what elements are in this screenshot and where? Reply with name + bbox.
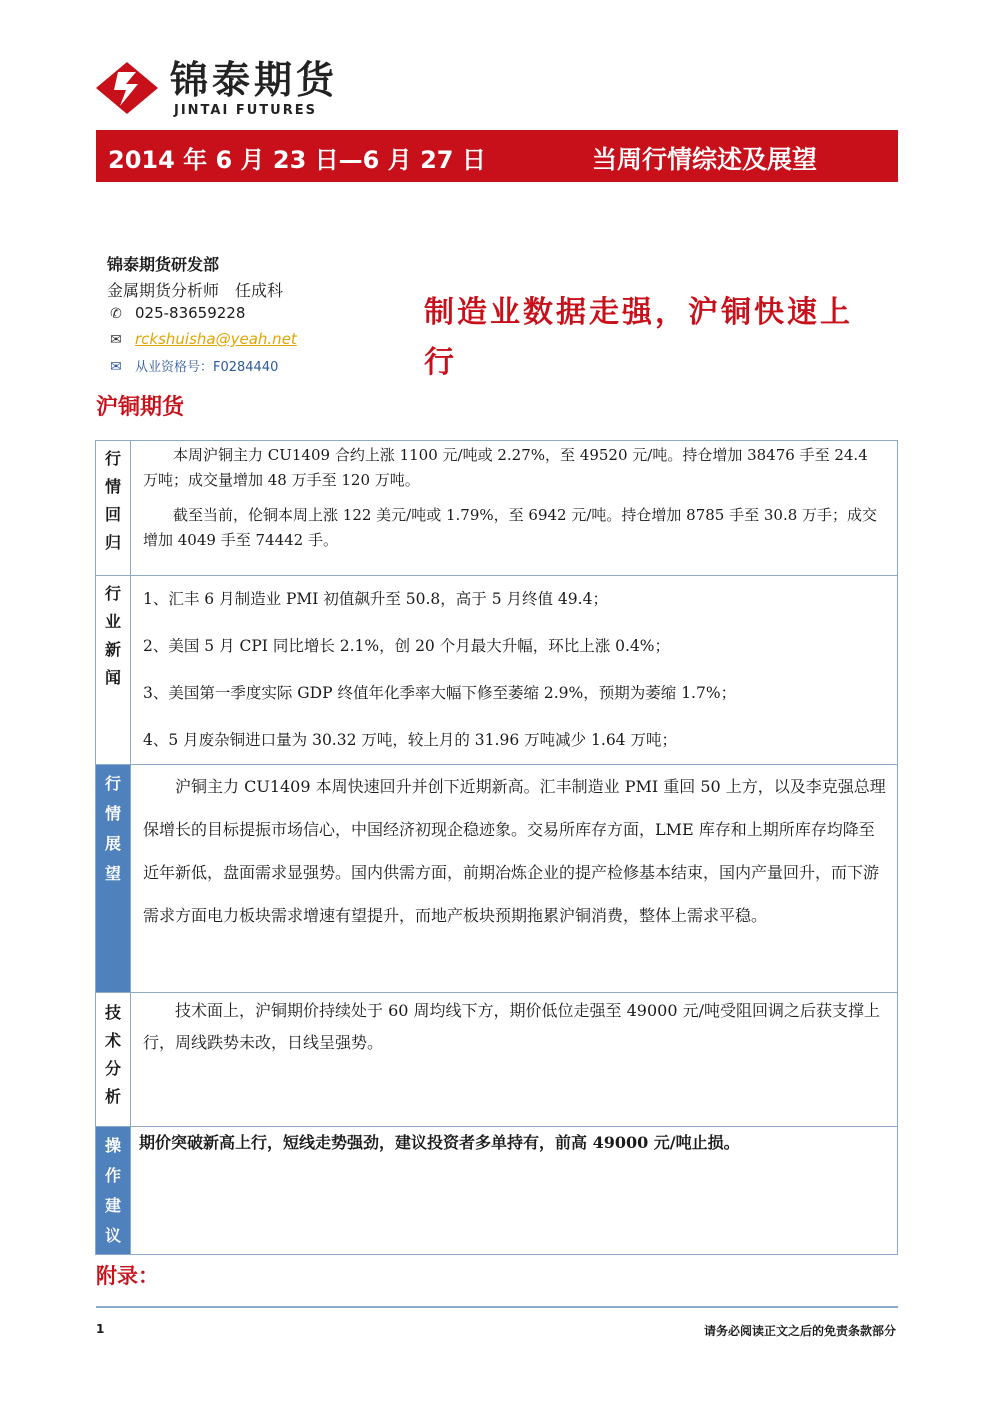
logo-text-en: JINTAI FUTURES [174, 103, 317, 118]
logo-mark-icon [96, 62, 158, 114]
phone-number: 025-83659228 [135, 304, 246, 322]
suggestion-text: 期价突破新高上行，短线走势强劲，建议投资者多单持有，前高 49000 元/吨止损。 [139, 1133, 740, 1152]
appendix-title: 附录： [96, 1264, 159, 1288]
license-row [107, 356, 278, 375]
table-row [96, 993, 898, 1127]
row-label-technical: 技 术 分 析 [96, 993, 131, 1127]
email-link[interactable]: rckshuisha@yeah.net [135, 330, 297, 348]
row-label-suggestion: 操 作 建 议 [96, 1127, 131, 1255]
technical-paragraph: 技术面上，沪铜期价持续处于 60 周均线下方，期价低位走强至 49000 元/吨受阻回调之后获支撑上行，周线跌势未改，日线呈强势。 [143, 1001, 880, 1052]
phone-row [107, 304, 245, 322]
table-row [96, 1127, 898, 1255]
suggestion-content [131, 1127, 898, 1255]
report-headline: 制造业数据走强，沪铜快速上行 [424, 295, 853, 380]
row-label-outlook: 行 情 展 望 [96, 765, 131, 993]
technical-content [131, 993, 898, 1127]
envelope-icon: ✉ [110, 332, 122, 348]
market-review-content [131, 441, 898, 576]
envelope-icon: ✉ [110, 359, 122, 375]
outlook-paragraph: 沪铜主力 CU1409 本周快速回升并创下近期新高。汇丰制造业 PMI 重回 50 上方，以及李克强总理保增长的目标提振市场信心，中国经济初现企稳迹象。交易所库存方面，LME 库存和上期所库存均降至近年新低，盘面需求显强势。国内供需方面，前期冶炼企业的提产检修基本结束，国内产量回升，而下游需求方面电力板块需求增速有望提升，而地产板块预期拖累沪铜消费，整体上需求平稳。 [143, 777, 886, 925]
department: 锦泰期货研发部 [107, 255, 220, 274]
table-row [96, 765, 898, 993]
market-review-paragraph: 截至当前，伦铜本周上涨 122 美元/吨或 1.79%，至 6942 元/吨。持仓增加 8785 手至 30.8 万手；成交增加 4049 手至 74442 手。 [143, 506, 878, 549]
row-label-industry-news: 行 业 新 闻 [96, 576, 131, 765]
report-date-range: 2014 年 6 月 23 日—6 月 27 日 [108, 146, 486, 174]
license-number: 从业资格号：F0284440 [135, 360, 279, 375]
table-row [96, 576, 898, 765]
table-row [96, 441, 898, 576]
row-label-market-review: 行 情 回 归 [96, 441, 131, 576]
list-item: 3、美国第一季度实际 GDP 终值年化季率大幅下修至萎缩 2.9%，预期为萎缩 1.7%； [143, 684, 737, 702]
footer-divider [96, 1306, 898, 1308]
analyst-title-name: 金属期货分析师 任成科 [107, 281, 284, 300]
list-item: 4、5 月废杂铜进口量为 30.32 万吨，较上月的 31.96 万吨减少 1.64 万吨； [143, 731, 677, 749]
list-item: 1、汇丰 6 月制造业 PMI 初值飙升至 50.8，高于 5 月终值 49.4； [143, 590, 608, 608]
section-title: 沪铜期货 [96, 395, 185, 420]
market-review-paragraph: 本周沪铜主力 CU1409 合约上涨 1100 元/吨或 2.27%，至 49520 元/吨。持仓增加 38476 手至 24.4 万吨；成交量增加 48 万手至 120 万吨。 [143, 446, 868, 489]
phone-icon: ✆ [110, 306, 122, 322]
logo-text-cn: 锦泰期货 [170, 58, 339, 102]
analysis-table [95, 440, 898, 1255]
list-item: 2、美国 5 月 CPI 同比增长 2.1%，创 20 个月最大升幅，环比上涨 0.4%； [143, 637, 671, 655]
disclaimer-note: 请务必阅读正文之后的免责条款部分 [703, 1324, 896, 1338]
report-type: 当周行情综述及展望 [592, 145, 818, 174]
page-number: 1 [96, 1322, 105, 1336]
email-row [107, 330, 297, 348]
industry-news-content [131, 576, 898, 765]
outlook-content [131, 765, 898, 993]
